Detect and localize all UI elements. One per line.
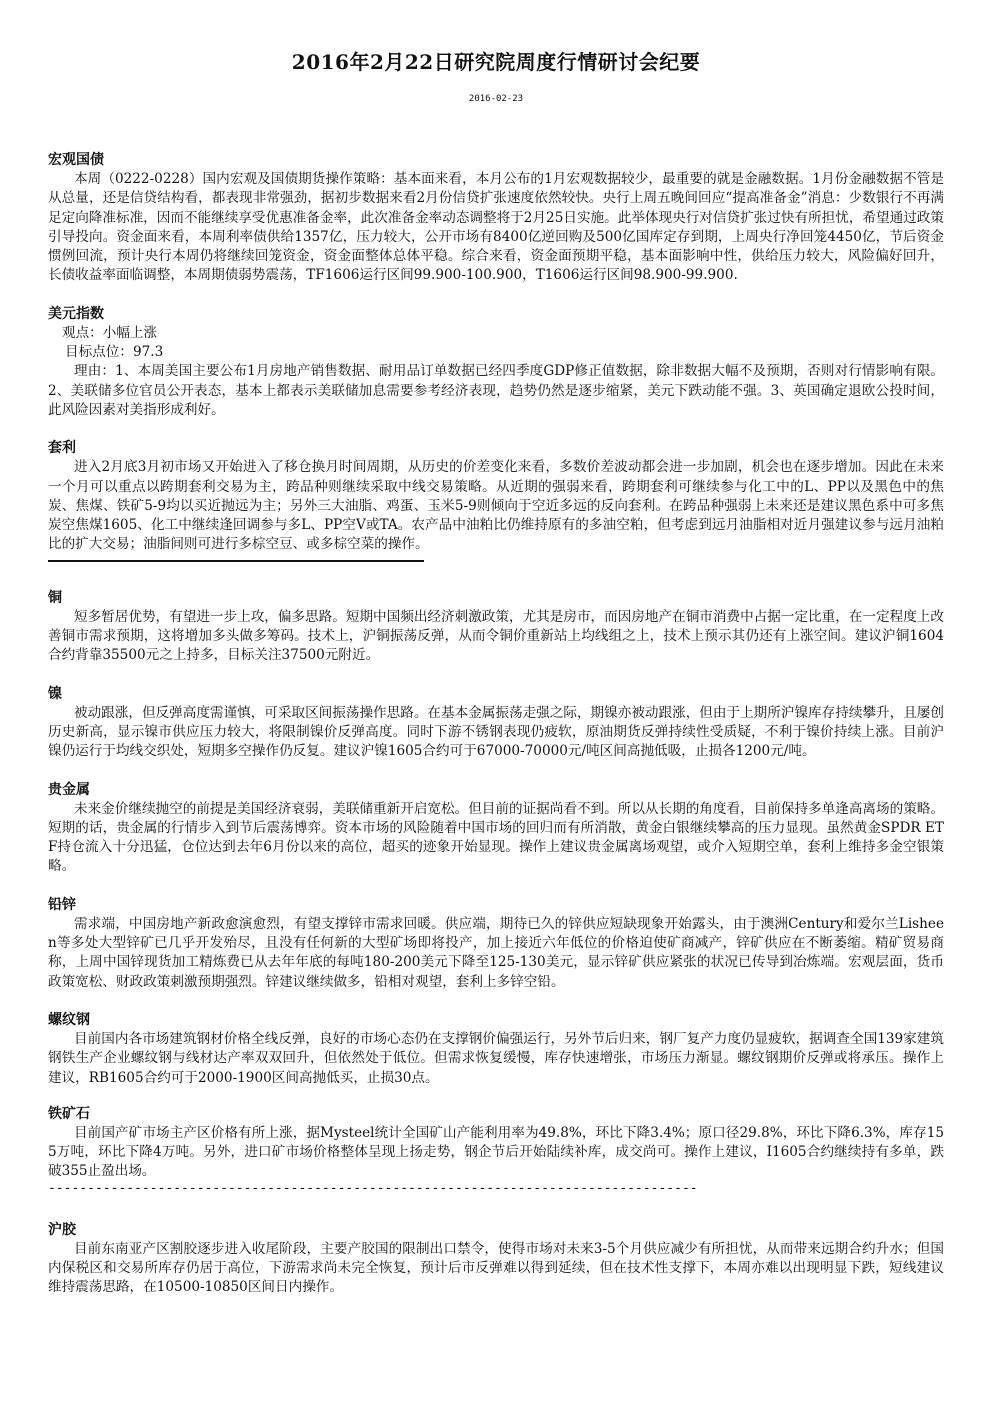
section-heading: 螺纹钢 — [48, 1011, 90, 1028]
section-lead-zinc — [48, 895, 944, 992]
section-precious-metals — [48, 780, 944, 877]
section-rubber — [48, 1220, 944, 1298]
section-paragraph: 被动跟涨，但反弹高度需谨慎，可采取区间振荡操作思路。在基本金属振荡走强之际，期镍亦被动跟涨，但由于上期所沪镍库存持续攀升，且屡创历史新高，显示镍市供应压力较大，将限制镍价反弹高度。同时下游不锈钢表现仍疲软，原油期货反弹持续性受质疑，不利于镍价持续上涨。目前沪镍仍运行于均线交织处，短期多空操作仍反复。建议沪镍1605合约可于67000-70000元/吨区间高抛低吸，止损各1200元/吨。 — [48, 704, 944, 760]
section-heading: 铜 — [48, 589, 62, 606]
section-paragraph: 未来金价继续抛空的前提是美国经济衰弱，美联储重新开启宽松。但目前的证据尚看不到。所以从长期的角度看，目前保持多单逢高离场的策略。短期的话，贵金属的行情步入到节后震荡博弈。资本市场的风险随着中国市场的回归而有所消散，黄金白银继续攀高的压力显现。虽然黄金SPDR ETF持仓流入十分迅猛，仓位达到去年6月份以来的高位，超买的迹象开始显现。操作上建议贵金属离场观望，或介入短期空单，套利上维持多金空银策略。 — [48, 800, 944, 875]
section-copper — [48, 588, 944, 666]
section-heading: 镍 — [48, 685, 62, 702]
section-rebar — [48, 1010, 944, 1088]
section-iron-ore — [48, 1104, 944, 1196]
section-paragraph: 短多暂居优势，有望进一步上攻，偏多思路。短期中国频出经济刺激政策，尤其是房市，而因房地产在铜市消费中占据一定比重，在一定程度上改善铜市需求预期，这将增加多头做多筹码。技术上，沪铜振荡反弹，从而令铜价重新站上均线组之上，技术上预示其仍还有上涨空间。建议沪铜1604合约背靠35500元之上持多，目标关注37500元附近。 — [48, 608, 944, 664]
section-arbitrage — [48, 438, 944, 561]
section-heading: 铁矿石 — [48, 1105, 90, 1122]
section-paragraph: 目前国内各市场建筑钢材价格全线反弹，良好的市场心态仍在支撑钢价偏强运行，另外节后归来，钢厂复产力度仍显疲软，据调查全国139家建筑钢铁生产企业螺纹钢与线材达产率双双回升，但依然处于低位。但需求恢复缓慢，库存快速增张，市场压力渐显。螺纹钢期价反弹或将承压。操作上建议，RB1605合约可于2000-1900区间高抛低买，止损30点。 — [48, 1030, 944, 1086]
section-heading: 宏观国债 — [48, 152, 104, 168]
document-title: 2016年2月22日研究院周度行情研讨会纪要 — [291, 50, 701, 74]
section-paragraph: 目前东南亚产区割胶逐步进入收尾阶段，主要产胶国的限制出口禁令，使得市场对未来3-5个月供应减少有所担忧，从而带来远期合约升水；但国内保税区和交易所库存仍居于高位，下游需求尚未完全恢复，预计后市反弹难以得到延续，但在技术性支撑下，本周亦难以出现明显下跌，短线建议维持震荡思路，在10500-10850区间日内操作。 — [48, 1240, 944, 1296]
section-macro — [48, 150, 944, 286]
section-heading: 铅锌 — [48, 896, 76, 913]
section-usd — [48, 304, 944, 420]
document-body — [48, 150, 944, 1298]
section-paragraph: 进入2月底3月初市场又开始进入了移仓换月时间周期，从历史的价差变化来看，多数价差波动都会进一步加剧，机会也在逐步增加。因此在未来一个月可以重点以跨期套利交易为主，跨品种则继续采取中线交易策略。从近期的强弱来看，跨期套利可继续参与化工中的L、PP以及黑色中的焦炭、焦煤、铁矿5-9均以买近抛远为主；另外三大油脂、鸡蛋、玉米5-9则倾向于空近多远的反向套利。在跨品种强弱上未来还是建议黑色系中可多焦炭空焦煤1605、化工中继续逢回调参与多L、PP空V或TA。农产品中油粕比仍维持原有的多油空粕，但考虑到远月油脂相对近月强建议参与远月油粕比的扩大交易；油脂间则可进行多棕空豆、或多棕空菜的操作。 — [48, 459, 944, 553]
section-heading: 美元指数 — [48, 305, 104, 322]
usd-target: 目标点位：97.3 — [65, 344, 164, 361]
usd-reason: 理由：1、本周美国主要公布1月房地产销售数据、耐用品订单数据已经四季度GDP修正值数据，除非数据大幅不及预期，否则对行情影响有限。2、美联储多位官员公开表态，基本上都表示美联储加息需要参考经济表现，趋势仍然是逐步缩紧，美元下跌动能不强。3、英国确定退欧公投时间，此风险因素对美指形成利好。 — [48, 363, 944, 418]
section-heading: 贵金属 — [48, 781, 90, 798]
separator-line — [48, 560, 424, 562]
document-date: 2016-02-23 — [468, 94, 524, 104]
section-paragraph: 目前国产矿市场主产区价格有所上涨，据Mysteel统计全国矿山产能利用率为49.8%，环比下降3.4%；原口径29.8%，环比下降6.3%，库存155万吨，环比下降4万吨。另外，进口矿市场价格整体呈现上扬走势，钢企节后开始陆续补库，成交尚可。操作上建议，I1605合约继续持有多单，跌破355止盈出场。 — [48, 1124, 944, 1180]
section-paragraph: 本周（0222-0228）国内宏观及国债期货操作策略：基本面来看，本月公布的1月宏观数据较少，最重要的就是金融数据。1月份金融数据不管是从总量，还是信贷结构看，都表现非常强劲，据初步数据来看2月份信贷扩张速度依然较快。央行上周五晚间回应“提高准备金”消息：少数银行不再满足定向降准标准，因而不能继续享受优惠准备金率，此次准备金率动态调整将于2月25日实施。此举体现央行对信贷扩张过快有所担忧，希望通过政策引导投向。资金面来看，本周利率债供给1357亿，压力较大，公开市场有8400亿逆回购及500亿国库定存到期，上周央行净回笼4450亿，节后资金惯例回流，预计央行本周仍将继续回笼资金，资金面整体总体平稳。综合来看，资金面预期平稳，基本面影响中性，供给压力较大，风险偏好回升，长债收益率面临调整，本周期债弱势震荡，TF1606运行区间99.900-100.900，T1606运行区间98.900-99.900. — [48, 171, 944, 284]
section-paragraph: 需求端，中国房地产新政愈演愈烈，有望支撑锌市需求回暖。供应端，期待已久的锌供应短缺现象开始露头，由于澳洲Century和爱尔兰Lisheen等多处大型锌矿已几乎开发殆尽，且没有任何新的大型矿场即将投产，加上接近六年低位的价格迫使矿商减产，锌矿供应在不断萎缩。精矿贸易商称，上周中国锌现货加工精炼费已从去年年底的每吨180-200美元下降至125-130美元，显示锌矿供应紧张的状况已传导到冶炼端。宏观层面，货币政策宽松、财政政策刺激预期强烈。锌建议继续做多，铅相对观望，套利上多锌空铅。 — [48, 915, 944, 990]
section-heading: 沪胶 — [48, 1221, 76, 1238]
separator-dashes: ----------------------------------------------------------------------------------- — [48, 1181, 698, 1196]
usd-view: 观点：小幅上涨 — [62, 324, 158, 341]
section-heading: 套利 — [48, 440, 76, 457]
section-nickel — [48, 684, 944, 762]
